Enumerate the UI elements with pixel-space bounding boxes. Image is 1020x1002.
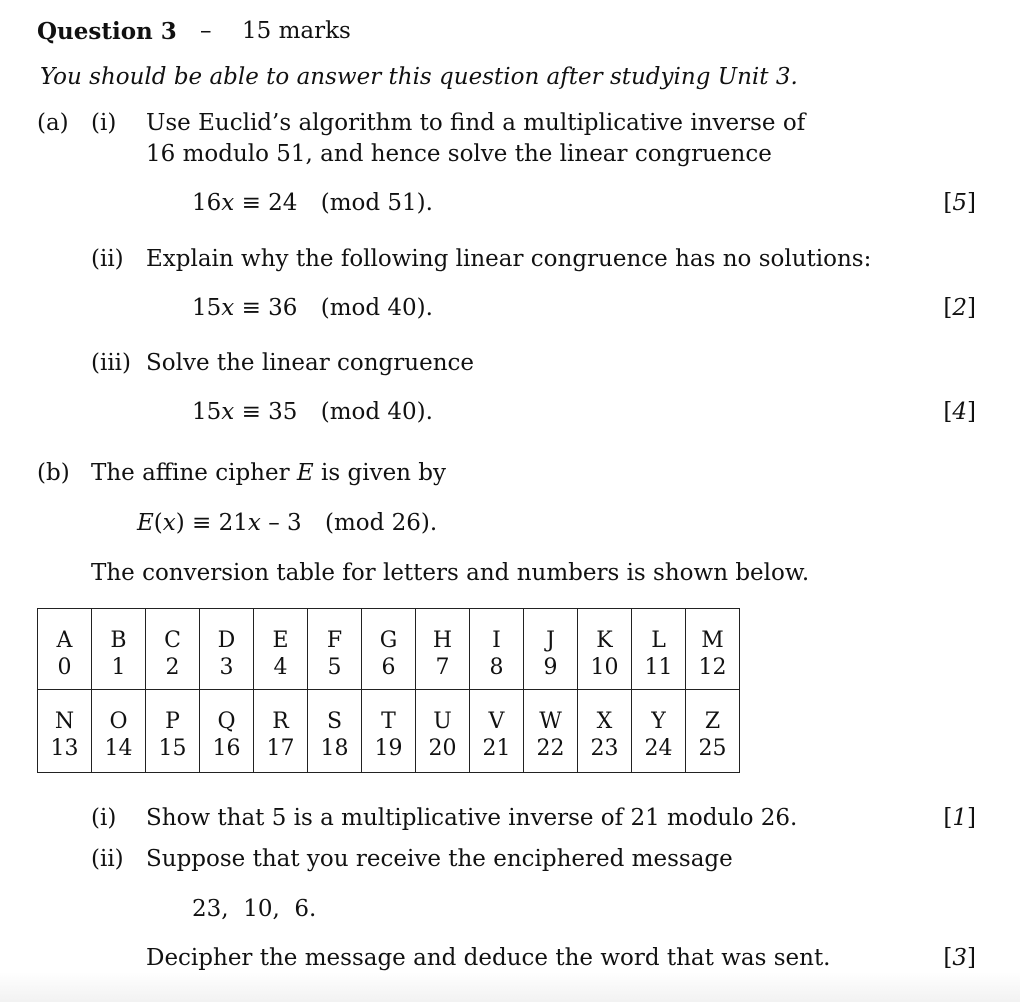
table-cell: X (578, 690, 632, 735)
part-a-i-line1: Use Euclid’s algorithm to find a multiplicative inverse of (146, 110, 806, 136)
table-cell: 11 (632, 653, 686, 690)
part-a-i-label: (i) (91, 110, 117, 136)
part-b-i-text: Show that 5 is a multiplicative inverse of 21 modulo 26. (146, 805, 798, 831)
table-cell: J (524, 609, 578, 654)
table-cell: D (200, 609, 254, 654)
table-cell: 12 (686, 653, 740, 690)
table-cell: 25 (686, 734, 740, 773)
table-cell: R (254, 690, 308, 735)
table-cell: 6 (362, 653, 416, 690)
table-cell: 3 (200, 653, 254, 690)
table-cell: 0 (38, 653, 92, 690)
table-cell: W (524, 690, 578, 735)
table-cell: 10 (578, 653, 632, 690)
table-cell: 15 (146, 734, 200, 773)
table-cell: C (146, 609, 200, 654)
table-cell: Q (200, 690, 254, 735)
table-intro: The conversion table for letters and numbers is shown below. (91, 560, 810, 586)
part-a-label: (a) (37, 110, 69, 136)
bottom-fade (0, 972, 1020, 1002)
table-cell: 17 (254, 734, 308, 773)
table-cell: 22 (524, 734, 578, 773)
table-cell: 5 (308, 653, 362, 690)
cipher-equation: E(x) ≡ 21x – 3 (mod 26). (137, 510, 438, 536)
table-cell: F (308, 609, 362, 654)
table-cell: 2 (146, 653, 200, 690)
table-cell: G (362, 609, 416, 654)
title-dash: – (200, 18, 212, 44)
part-a-i-marks: [5] (943, 190, 976, 216)
table-cell: 7 (416, 653, 470, 690)
part-a-iii-marks: [4] (943, 399, 976, 425)
table-cell: I (470, 609, 524, 654)
part-a-ii-marks: [2] (943, 295, 976, 321)
table-cell: 14 (92, 734, 146, 773)
table-cell: H (416, 609, 470, 654)
table-cell: Y (632, 690, 686, 735)
part-a-i-line2: 16 modulo 51, and hence solve the linear congruence (146, 141, 772, 167)
table-cell: 16 (200, 734, 254, 773)
table-cell: M (686, 609, 740, 654)
part-a-ii-equation: 15x ≡ 36 (mod 40). (192, 295, 433, 321)
table-cell: 21 (470, 734, 524, 773)
table-cell: 1 (92, 653, 146, 690)
table-cell: 23 (578, 734, 632, 773)
table-cell: Z (686, 690, 740, 735)
table-cell: P (146, 690, 200, 735)
enciphered-message: 23, 10, 6. (192, 896, 317, 922)
table-cell: L (632, 609, 686, 654)
table-cell: 18 (308, 734, 362, 773)
instruction-text: You should be able to answer this question after studying Unit 3. (40, 64, 798, 90)
part-a-iii-label: (iii) (91, 350, 132, 376)
table-cell: U (416, 690, 470, 735)
table-cell: K (578, 609, 632, 654)
table-cell: 20 (416, 734, 470, 773)
table-cell: V (470, 690, 524, 735)
part-a-i-equation: 16x ≡ 24 (mod 51). (192, 190, 433, 216)
part-a-iii-text: Solve the linear congruence (146, 350, 474, 376)
part-a-iii-equation: 15x ≡ 35 (mod 40). (192, 399, 433, 425)
part-b-ii-label: (ii) (91, 846, 124, 872)
table-cell: 8 (470, 653, 524, 690)
table-cell: E (254, 609, 308, 654)
table-cell: 4 (254, 653, 308, 690)
table-cell: S (308, 690, 362, 735)
part-b-label: (b) (37, 460, 70, 486)
table-cell: A (38, 609, 92, 654)
part-a-ii-label: (ii) (91, 246, 124, 272)
table-cell: B (92, 609, 146, 654)
table-cell: 9 (524, 653, 578, 690)
part-b-ii-text: Suppose that you receive the enciphered message (146, 846, 733, 872)
conversion-table (37, 608, 740, 773)
table-cell: T (362, 690, 416, 735)
table-cell: O (92, 690, 146, 735)
part-b-i-marks: [1] (943, 805, 976, 831)
part-b-ii-followup: Decipher the message and deduce the word that was sent. (146, 945, 831, 971)
part-b-intro: The affine cipher E is given by (91, 460, 447, 486)
table-cell: N (38, 690, 92, 735)
table-cell: 13 (38, 734, 92, 773)
question-title: Question 3 (37, 18, 177, 45)
question-marks: 15 marks (242, 18, 351, 44)
part-a-ii-text: Explain why the following linear congruence has no solutions: (146, 246, 872, 272)
part-b-i-label: (i) (91, 805, 117, 831)
table-cell: 19 (362, 734, 416, 773)
table-cell: 24 (632, 734, 686, 773)
part-b-ii-marks: [3] (943, 945, 976, 971)
